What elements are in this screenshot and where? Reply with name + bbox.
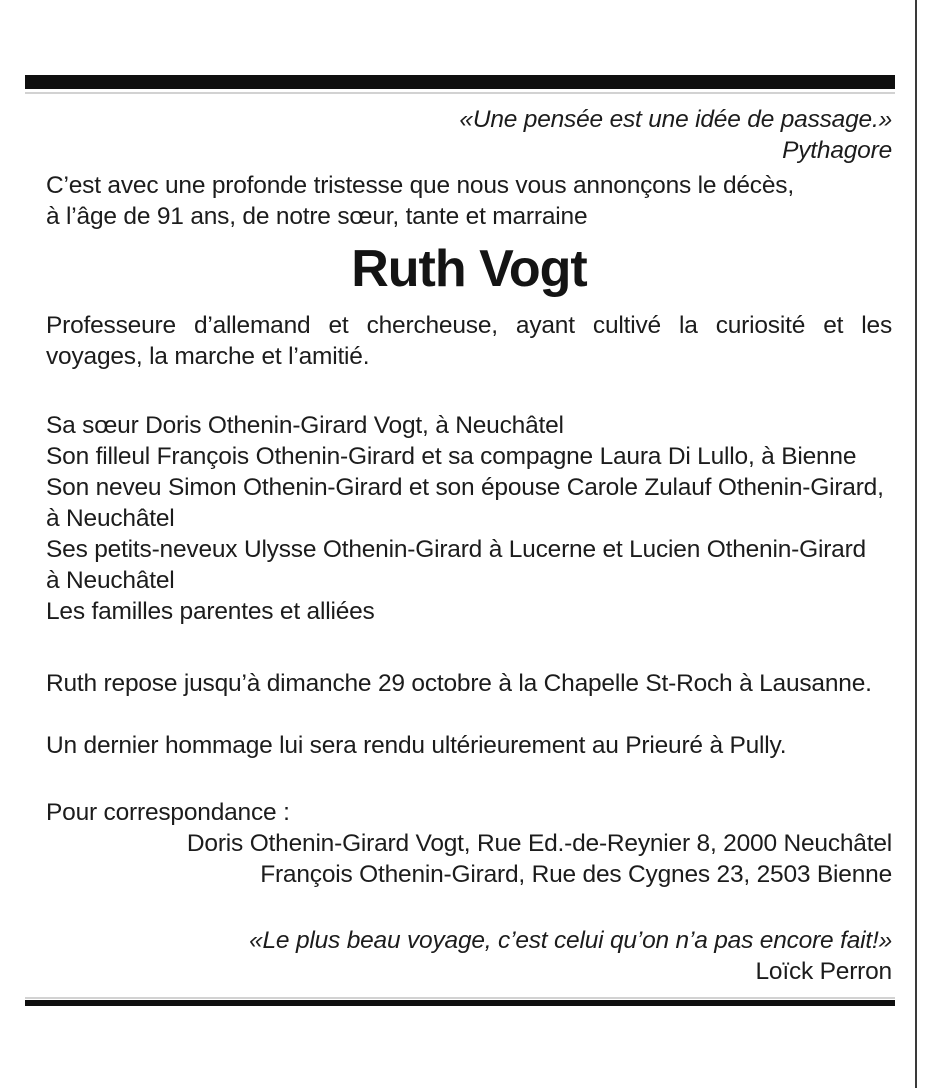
closing-quote-text: «Le plus beau voyage, c’est celui qu’on n’a pas encore fait!» [249, 927, 892, 954]
family-line: à Neuchâtel [46, 567, 175, 594]
announcement-line: C’est avec une profonde tristesse que nous vous annonçons le décès, [46, 172, 794, 199]
closing-quote-author: Loïck Perron [755, 958, 892, 985]
family-line: Sa sœur Doris Othenin-Girard Vogt, à Neuchâtel [46, 412, 564, 439]
correspondence-address: François Othenin-Girard, Rue des Cygnes 23, 2503 Bienne [260, 861, 892, 888]
correspondence-label: Pour correspondance : [46, 799, 290, 826]
family-line: Son filleul François Othenin-Girard et sa compagne Laura Di Lullo, à Bienne [46, 443, 857, 470]
family-line: Son neveu Simon Othenin-Girard et son épouse Carole Zulauf Othenin-Girard, [46, 474, 884, 501]
repose-text: Ruth repose jusqu’à dimanche 29 octobre à la Chapelle St-Roch à Lausanne. [46, 670, 872, 697]
homage-text: Un dernier hommage lui sera rendu ultérieurement au Prieuré à Pully. [46, 732, 787, 759]
announcement [46, 170, 892, 232]
deceased-name: Ruth Vogt [351, 240, 587, 298]
tribute-line: voyages, la marche et l’amitié. [46, 343, 370, 370]
announcement-line: à l’âge de 91 ans, de notre sœur, tante et marraine [46, 203, 588, 230]
family-list [46, 410, 892, 627]
epigraph-author: Pythagore [782, 137, 892, 164]
top-rule [25, 75, 895, 89]
bottom-rule [25, 1000, 895, 1006]
correspondence [46, 797, 892, 890]
family-line: à Neuchâtel [46, 505, 175, 532]
family-line: Ses petits-neveux Ulysse Othenin-Girard à Lucerne et Lucien Othenin-Girard [46, 536, 866, 563]
correspondence-address: Doris Othenin-Girard Vogt, Rue Ed.-de-Reynier 8, 2000 Neuchâtel [186, 830, 892, 857]
epigraph-quote: «Une pensée est une idée de passage.» [459, 106, 892, 133]
epigraph [46, 104, 892, 166]
family-line: Les familles parentes et alliées [46, 598, 375, 625]
obituary-content [46, 104, 892, 987]
tribute-line: Professeure d’allemand et chercheuse, ayant cultivé la curiosité et les [46, 312, 892, 339]
page-edge-line [915, 0, 917, 1088]
tribute [46, 310, 892, 372]
bottom-rule-shadow [25, 997, 895, 999]
closing-quote [46, 925, 892, 987]
top-rule-shadow [25, 92, 895, 94]
